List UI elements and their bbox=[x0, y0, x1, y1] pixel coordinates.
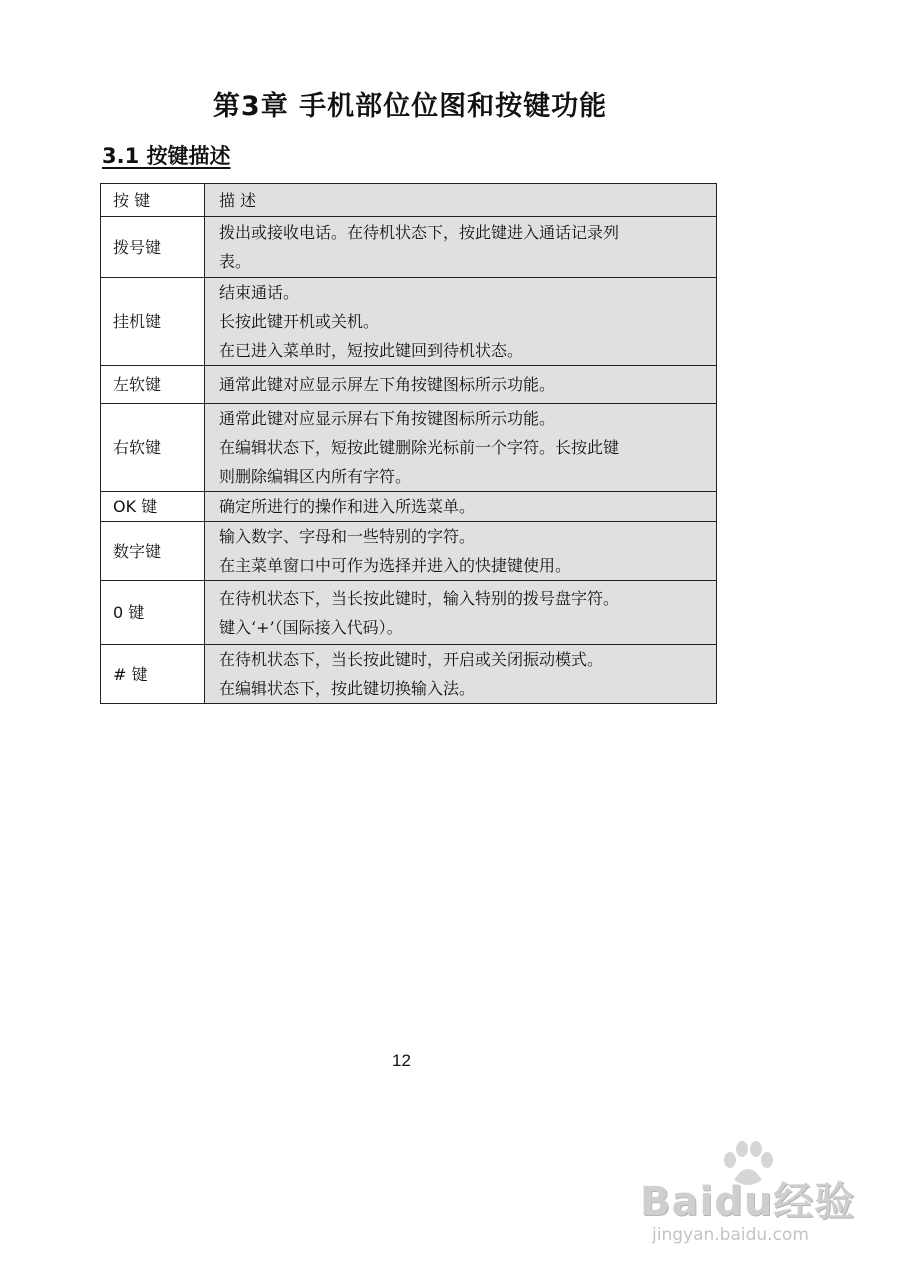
description-line: 确定所进行的操作和进入所选菜单。 bbox=[219, 497, 476, 516]
table-row bbox=[101, 581, 717, 645]
description-line: 键入‘+’（国际接入代码）。 bbox=[219, 617, 403, 637]
watermark-brand: Baidu经验 bbox=[640, 1179, 856, 1225]
key-description-table bbox=[100, 183, 717, 704]
header-key-cell: 按 键 bbox=[101, 184, 205, 217]
key-name-cell: 拨号键 bbox=[101, 217, 205, 278]
table-row bbox=[101, 366, 717, 404]
description-line: 输入数字、字母和一些特别的字符。 bbox=[219, 527, 476, 546]
key-description-cell bbox=[205, 492, 717, 522]
table-row bbox=[101, 492, 717, 522]
section-title: 3.1 按键描述 bbox=[102, 144, 231, 168]
description-line: 拨出或接收电话。在待机状态下，按此键进入通话记录列 bbox=[219, 223, 620, 242]
description-line: 则删除编辑区内所有字符。 bbox=[219, 467, 412, 486]
table-row bbox=[101, 522, 717, 581]
watermark-url: jingyan.baidu.com bbox=[652, 1225, 809, 1245]
page-number: 12 bbox=[392, 1051, 411, 1070]
watermark bbox=[640, 1140, 890, 1250]
key-description-cell bbox=[205, 645, 717, 704]
key-description-cell bbox=[205, 217, 717, 278]
description-line: 在编辑状态下，短按此键删除光标前一个字符。长按此键 bbox=[219, 438, 620, 457]
key-name-cell: 0 键 bbox=[101, 581, 205, 645]
key-name-cell: OK 键 bbox=[101, 492, 205, 522]
key-description-cell bbox=[205, 404, 717, 492]
table-row bbox=[101, 278, 717, 366]
description-line: 表。 bbox=[219, 252, 252, 271]
key-name-cell: 挂机键 bbox=[101, 278, 205, 366]
description-line: 在编辑状态下，按此键切换输入法。 bbox=[219, 679, 476, 698]
description-line: 在待机状态下，当长按此键时，开启或关闭振动模式。 bbox=[219, 650, 604, 669]
description-line: 在已进入菜单时，短按此键回到待机状态。 bbox=[219, 341, 524, 360]
table-row bbox=[101, 645, 717, 704]
description-line: 在待机状态下，当长按此键时，输入特别的拨号盘字符。 bbox=[219, 588, 620, 608]
description-line: 在主菜单窗口中可作为选择并进入的快捷键使用。 bbox=[219, 556, 572, 575]
description-line: 长按此键开机或关机。 bbox=[219, 312, 380, 331]
key-description-cell bbox=[205, 581, 717, 645]
description-line: 通常此键对应显示屏右下角按键图标所示功能。 bbox=[219, 409, 556, 428]
key-name-cell: 左软键 bbox=[101, 366, 205, 404]
table-row bbox=[101, 404, 717, 492]
key-description-cell bbox=[205, 278, 717, 366]
table-row bbox=[101, 217, 717, 278]
chapter-title: 第3章 手机部位位图和按键功能 bbox=[212, 91, 608, 122]
key-description-cell bbox=[205, 366, 717, 404]
description-line: 通常此键对应显示屏左下角按键图标所示功能。 bbox=[219, 375, 556, 394]
header-desc-cell: 描 述 bbox=[205, 184, 717, 217]
description-line: 结束通话。 bbox=[219, 283, 300, 302]
key-name-cell: 数字键 bbox=[101, 522, 205, 581]
key-description-cell bbox=[205, 522, 717, 581]
table-header-row bbox=[101, 184, 717, 217]
key-name-cell: 右软键 bbox=[101, 404, 205, 492]
key-name-cell: # 键 bbox=[101, 645, 205, 704]
